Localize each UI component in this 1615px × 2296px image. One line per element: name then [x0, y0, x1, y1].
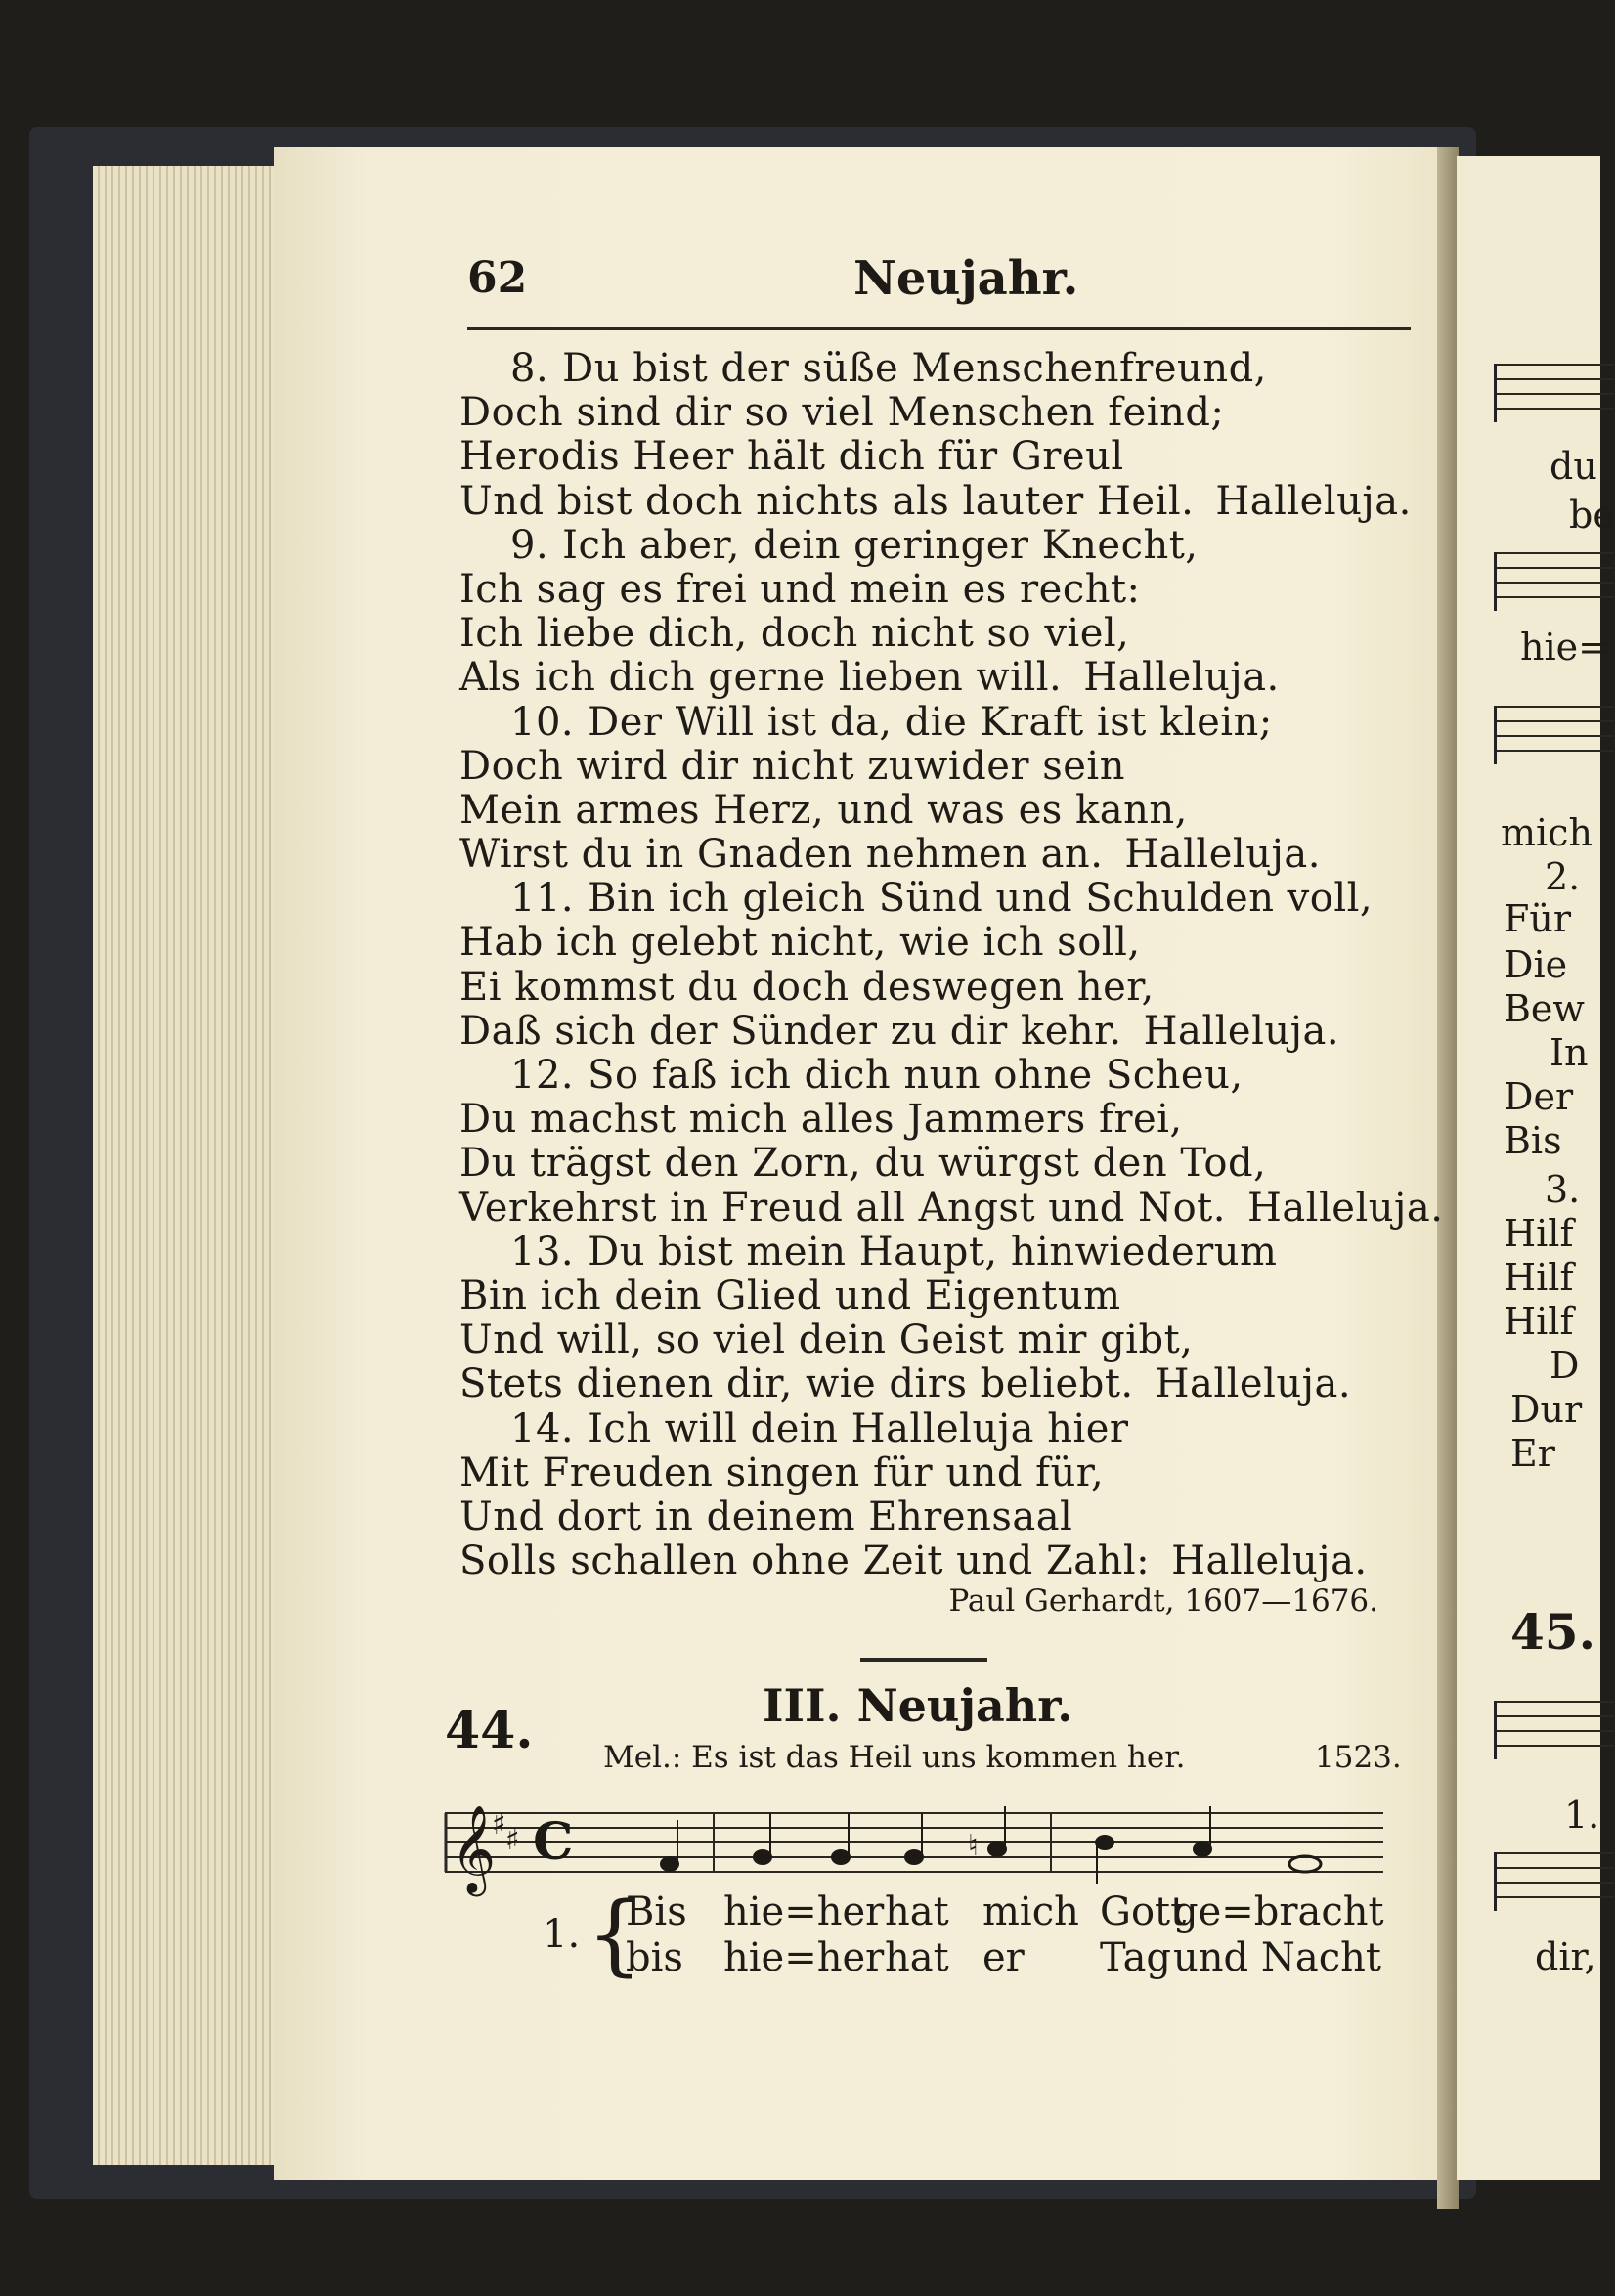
section-divider — [860, 1658, 987, 1662]
refrain: Halleluja. — [1155, 1362, 1352, 1408]
verse-line — [459, 877, 1427, 921]
refrain: Halleluja. — [1083, 655, 1280, 701]
lyric-syllable: hie=her — [723, 1889, 885, 1934]
author-attribution: Paul Gerhardt, 1607—1676. — [948, 1583, 1378, 1620]
right-page-fragment: Der — [1504, 1075, 1574, 1118]
note — [1194, 1842, 1211, 1856]
brace: { — [587, 1884, 643, 1986]
note — [988, 1842, 1006, 1856]
verse-number: 13. — [510, 1229, 575, 1275]
verse-text: Bin ich gleich Sünd und Schulden voll, — [588, 876, 1374, 922]
verse-line — [459, 391, 1427, 435]
verse-text: Mein armes Herz, und was es kann, — [459, 787, 1188, 833]
verse-text: Verkehrst in Freud all Angst und Not. — [459, 1185, 1226, 1231]
sharp-icon: ♯ — [492, 1807, 506, 1841]
verse-text: Solls schallen ohne Zeit und Zahl: — [459, 1538, 1151, 1584]
hymn-verses — [459, 346, 1444, 1620]
verse-text: Doch sind dir so viel Menschen feind; — [459, 390, 1225, 436]
verse-number: 10. — [510, 699, 575, 745]
treble-clef-icon: 𝄞 — [451, 1805, 497, 1893]
verse-text: Wirst du in Gnaden nehmen an. — [459, 832, 1104, 878]
verse-line — [459, 347, 1427, 391]
refrain: Halleluja. — [1143, 1008, 1340, 1054]
verse-number: 14. — [510, 1406, 575, 1451]
right-page-fragment: 3. — [1545, 1168, 1581, 1211]
verse-line — [459, 1363, 1427, 1407]
verse-line — [459, 1185, 1444, 1231]
verse-text: Doch wird dir nicht zuwider sein — [459, 743, 1125, 789]
verse-line — [459, 612, 1427, 656]
verse-line — [459, 480, 1427, 524]
verse-text: Ich aber, dein geringer Knecht, — [562, 522, 1199, 568]
lyric-syllable: bis — [626, 1935, 683, 1980]
right-page-fragment: Hilf — [1504, 1256, 1574, 1299]
verse-line — [459, 1451, 1427, 1495]
right-page-fragment: D — [1550, 1344, 1580, 1387]
right-page-fragment: Hilf — [1504, 1300, 1574, 1343]
right-page-staff — [1494, 1701, 1614, 1759]
right-page-fragment: 1. — [1564, 1794, 1600, 1837]
verse-line — [459, 1010, 1427, 1054]
note — [832, 1850, 850, 1864]
right-page-fragment: mich — [1501, 811, 1593, 854]
melody-reference: Mel.: Es ist das Heil uns kommen her. — [603, 1740, 1186, 1775]
refrain: Halleluja. — [1171, 1538, 1368, 1584]
right-page-fragment: In — [1550, 1031, 1589, 1074]
verse-text: Ich will dein Halleluja hier — [588, 1406, 1129, 1451]
verse-text: Der Will ist da, die Kraft ist klein; — [588, 699, 1273, 745]
time-signature: C — [533, 1812, 574, 1872]
verse-text: Du trägst den Zorn, du würgst den Tod, — [459, 1141, 1267, 1187]
lyric-syllable: mich — [982, 1889, 1079, 1934]
note — [754, 1850, 771, 1864]
verse-text: Du bist mein Haupt, hinwiederum — [588, 1229, 1278, 1275]
right-page-fragment: Er — [1510, 1432, 1555, 1475]
note — [661, 1857, 678, 1871]
right-page-fragment: Bew — [1504, 987, 1585, 1030]
page-edges — [93, 166, 288, 2165]
right-page-fragment: Hilf — [1504, 1212, 1574, 1255]
verse-number: 12. — [510, 1053, 575, 1098]
right-page-fragment: Die — [1504, 943, 1568, 986]
verse-text: Ei kommst du doch deswegen her, — [459, 964, 1155, 1010]
verse-line — [459, 524, 1427, 568]
verse-line — [459, 1054, 1427, 1098]
book-gutter — [1437, 147, 1459, 2209]
verse-line — [459, 1098, 1427, 1142]
verse-text: Ich sag es frei und mein es recht: — [459, 566, 1141, 612]
half-note — [1289, 1856, 1321, 1872]
verse-text: Stets dienen dir, wie dirs beliebt. — [459, 1362, 1134, 1408]
hymn-number: 44. — [445, 1701, 534, 1760]
page-header — [467, 249, 1411, 330]
verse-line — [459, 1142, 1427, 1186]
verse-text: Ich liebe dich, doch nicht so viel, — [459, 611, 1130, 657]
verse-line — [459, 1495, 1427, 1539]
right-page-fragment: 2. — [1545, 855, 1581, 898]
lyric-syllable: hat — [885, 1935, 949, 1980]
lyric-syllable: ge=bracht — [1173, 1889, 1384, 1934]
verse-line — [459, 789, 1427, 833]
lyric-syllable: hie=her — [723, 1935, 885, 1980]
verse-line — [459, 568, 1427, 612]
verse-line — [459, 921, 1427, 965]
refrain: Halleluja. — [1246, 1185, 1444, 1231]
verse-text: Bin ich dein Glied und Eigentum — [459, 1273, 1121, 1319]
verse-text: Und dort in deinem Ehrensaal — [459, 1494, 1073, 1539]
right-page-fragment: Für — [1504, 897, 1572, 940]
verse-line — [459, 1408, 1427, 1451]
verse-line — [459, 833, 1427, 877]
refrain: Halleluja. — [1215, 478, 1412, 524]
melody-year: 1523. — [1315, 1740, 1402, 1775]
verse-text: Du bist der süße Menschenfreund, — [562, 346, 1267, 391]
verse-text: Mit Freuden singen für und für, — [459, 1450, 1105, 1495]
right-page-fragment: du — [1550, 445, 1597, 488]
note — [1096, 1836, 1113, 1849]
right-page-fragment: Bis — [1504, 1119, 1562, 1162]
refrain: Halleluja. — [1124, 832, 1321, 878]
verse-text: Als ich dich gerne lieben will. — [459, 655, 1063, 701]
lyric-syllable: Gott — [1100, 1889, 1187, 1934]
lyric-syllable: er — [982, 1935, 1025, 1980]
section-title: III. Neujahr. — [763, 1679, 1073, 1732]
verse-text: Du machst mich alles Jammers frei, — [459, 1097, 1183, 1143]
verse-line — [459, 656, 1427, 700]
right-page-fragment: hie= — [1520, 626, 1609, 669]
right-page-staff — [1494, 552, 1614, 611]
right-page-fragment: 45. — [1510, 1603, 1595, 1661]
right-page-fragment: Dur — [1510, 1388, 1583, 1431]
music-staff — [445, 1798, 1383, 1893]
verse-number: 1. — [543, 1912, 581, 1957]
right-page-fragment: be — [1569, 494, 1615, 537]
right-page-staff — [1494, 1852, 1614, 1911]
verse-text: Daß sich der Sünder zu dir kehr. — [459, 1008, 1122, 1054]
verse-line — [459, 701, 1427, 745]
verse-number: 8. — [510, 346, 549, 391]
verse-line — [459, 1319, 1427, 1363]
right-page-staff — [1494, 706, 1614, 764]
verse-text: So faß ich dich nun ohne Scheu, — [588, 1053, 1244, 1098]
page-number: 62 — [467, 253, 528, 303]
verse-text: Herodis Heer hält dich für Greul — [459, 434, 1124, 480]
verse-text: Und will, so viel dein Geist mir gibt, — [459, 1318, 1194, 1364]
verse-line — [459, 1539, 1427, 1583]
verse-text: Und bist doch nichts als lauter Heil. — [459, 478, 1195, 524]
verse-number: 11. — [510, 876, 575, 922]
verse-line — [459, 1275, 1427, 1319]
verse-line — [459, 966, 1427, 1010]
verse-number: 9. — [510, 522, 549, 568]
lyric-syllable: Bis — [626, 1889, 687, 1934]
running-title: Neujahr. — [853, 251, 1079, 306]
verse-text: Hab ich gelebt nicht, wie ich soll, — [459, 920, 1141, 966]
lyric-syllable: und Nacht — [1173, 1935, 1381, 1980]
natural-icon: ♮ — [968, 1829, 979, 1863]
verse-line — [459, 745, 1427, 789]
right-page-staff — [1494, 364, 1614, 422]
lyric-syllable: hat — [885, 1889, 949, 1934]
verse-line — [459, 1231, 1427, 1275]
sharp-icon: ♯ — [505, 1823, 520, 1857]
lyric-syllable: Tag — [1100, 1935, 1172, 1980]
note — [905, 1850, 923, 1864]
verse-line — [459, 435, 1427, 479]
right-page-fragment: dir, — [1535, 1935, 1596, 1978]
